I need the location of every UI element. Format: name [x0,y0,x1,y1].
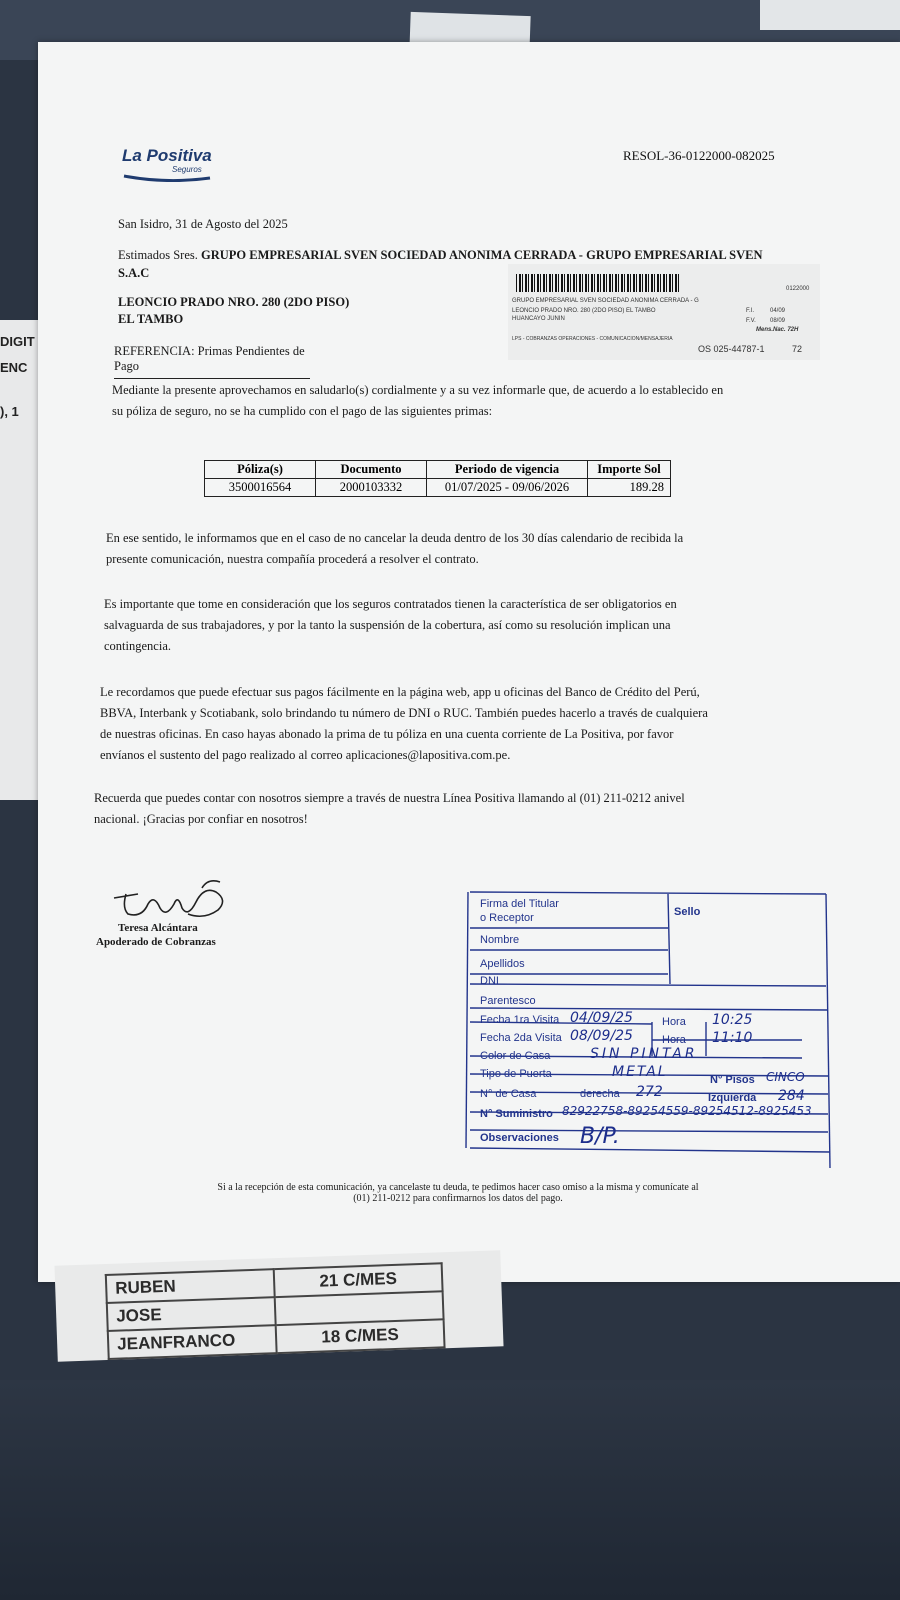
stamp-hora-1: Hora [662,1016,686,1028]
stamp-suministro-value: 82922758-89254559-89254512-8925453 [562,1104,812,1118]
label-os: OS 025-44787-1 [698,344,765,354]
stamp-color: Color de Casa [480,1050,551,1062]
footer-note [138,1182,778,1204]
label-line-3: HUANCAYO JUNIN [512,316,565,322]
policy-table [204,460,671,497]
stamp-hora-2-value: 11:10 [712,1030,753,1046]
paragraph-3-line-2: salvaguarda de sus trabajadores, y por la tanto la suspensión de la cobertura, así como su resolución implican una [104,618,671,632]
stamp-firma: Firma del Titular [480,898,559,910]
paragraph-2-line-1: En ese sentido, le informamos que en el caso de no cancelar la deuda dentro de los 30 días calendario de recibida la [106,531,684,545]
paragraph-3-line-3: contingencia. [104,639,171,653]
stamp-dni: DNI [480,975,499,987]
note-name: JEANFRANCO [108,1325,277,1359]
stamp-receptor: o Receptor [480,912,534,924]
stamp-hora-2: Hora [662,1034,686,1046]
paragraph-5 [94,788,685,830]
table-cell: 2000103332 [316,479,427,497]
stamp-fecha-1-value: 04/09/25 [570,1010,633,1026]
paragraph-1-line-1: Mediante la presente aprovechamos en saludarlo(s) cordialmente y a su vez informarle que, de acuerdo a lo establecido en [112,383,724,397]
table-cell: 3500016564 [205,479,316,497]
paragraph-3 [104,594,677,657]
paragraph-5-line-2: nacional. ¡Gracias por confiar en nosotros! [94,812,308,826]
table-header: Documento [316,461,427,479]
left-label-1: DIGIT [0,334,35,349]
paragraph-4-line-1: Le recordamos que puede efectuar sus pagos fácilmente en la página web, app u oficinas del Banco de Crédito del Perú, [100,685,700,699]
table-header-row [205,461,671,479]
paragraph-4-line-4: envíanos el sustento del pago realizado al correo aplicaciones@lapositiva.com.pe. [100,748,511,762]
stamp-color-value: SIN PINTAR [590,1046,698,1062]
table-row [205,479,671,497]
delivery-stamp [462,886,834,1174]
stamp-derecha-value: 272 [636,1084,663,1100]
stamp-fecha-2-value: 08/09/25 [570,1028,633,1044]
greeting [118,248,763,263]
stamp-pisos: N° Pisos [710,1074,755,1086]
table-header: Periodo de vigencia [427,461,588,479]
stamp-grid [462,886,834,1174]
place-date: San Isidro, 31 de Agosto del 2025 [118,217,288,231]
note-amount: 21 C/MES [274,1263,443,1297]
background-desk [0,1380,900,1600]
signer-title: Apoderado de Cobranzas [96,936,216,948]
table-cell: 01/07/2025 - 09/06/2026 [427,479,588,497]
recipient-suffix: S.A.C [118,266,150,280]
paragraph-4 [100,682,708,766]
stamp-apellidos: Apellidos [480,958,525,970]
resolution-code: RESOL-36-0122000-082025 [623,148,775,163]
greeting-prefix: Estimados Sres. [118,248,198,262]
label-code: 0122000 [786,286,810,292]
label-fi: F.I. [746,308,755,314]
stamp-pisos-value: CINCO [766,1070,805,1084]
stamp-nombre: Nombre [480,934,520,946]
label-fv: F.V. [746,318,756,324]
stamp-fecha-1: Fecha 1ra Visita [480,1014,560,1026]
footer-line-1: Si a la recepción de esta comunicación, ya cancelaste tu deuda, te pedimos hacer caso omiso a la misma y comunícate al [217,1182,699,1193]
stamp-puerta: Tipo de Puerta [480,1068,552,1080]
paragraph-4-line-2: BBVA, Interbank y Scotiabank, solo brindando tu número de DNI o RUC. También puedes hacerlo a través de cualquiera [100,706,708,720]
stamp-puerta-value: METAL [612,1064,668,1080]
recipient-name: GRUPO EMPRESARIAL SVEN SOCIEDAD ANONIMA CERRADA - GRUPO EMPRESARIAL SVEN [200,248,763,262]
background-left-paper [0,320,40,800]
signature-icon [108,874,268,926]
stamp-casa: N° de Casa [480,1088,537,1100]
left-label-3: ), 1 [0,404,19,419]
stamp-izquierda: Izquierda [708,1092,757,1104]
footer-line-2: (01) 211-0212 para confirmarnos los datos del pago. [353,1193,563,1204]
logo-swoosh-icon [122,170,212,182]
stamp-observaciones: Observaciones [480,1132,559,1144]
letter-page [38,42,900,1282]
paragraph-3-line-1: Es importante que tome en consideración que los seguros contratados tienen la característica de ser obligatorios en [104,597,677,611]
stamp-derecha: derecha [580,1088,620,1100]
signer-name: Teresa Alcántara [118,922,198,934]
stamp-fecha-2: Fecha 2da Visita [480,1032,562,1044]
background-paper-corner [760,0,900,30]
paragraph-4-line-3: de nuestras oficinas. En caso hayas abonado la prima de tu póliza en una cuenta corriente de La Positiva, por favor [100,727,674,741]
label-fi-value: 04/09 [770,308,786,314]
label-mens: Mens.Nac. 72H [756,327,799,333]
reference: REFERENCIA: Primas Pendientes de Pago [114,344,310,379]
company-logo-subtitle: Seguros [172,165,202,174]
stamp-suministro: N° Suministro [480,1108,553,1120]
label-line-2: LEONCIO PRADO NRO. 280 (2DO PISO) EL TAMBO [512,308,656,314]
stamp-izquierda-value: 284 [778,1088,805,1104]
stamp-sello: Sello [674,906,701,918]
address-line-1: LEONCIO PRADO NRO. 280 (2DO PISO) [118,295,350,309]
paragraph-2-line-2: presente comunicación, nuestra compañía procederá a resolver el contrato. [106,552,479,566]
table-cell: 189.28 [588,479,671,497]
paragraph-2 [106,528,683,570]
label-fv-value: 08/09 [770,318,786,324]
barcode-icon [516,274,680,292]
note-amount: 18 C/MES [276,1319,445,1353]
paragraph-1 [112,380,723,422]
stamp-hora-1-value: 10:25 [712,1012,753,1028]
stamp-parentesco: Parentesco [480,995,536,1007]
label-line-1: GRUPO EMPRESARIAL SVEN SOCIEDAD ANONIMA CERRADA - G [512,298,699,304]
address-line-2: EL TAMBO [118,312,184,326]
stamp-observaciones-value: B/P. [580,1124,620,1149]
table-header: Póliza(s) [205,461,316,479]
left-label-2: ENC [0,360,28,375]
table-header: Importe Sol [588,461,671,479]
note-name: RUBEN [106,1269,275,1303]
company-logo: La Positiva [122,146,212,165]
paragraph-1-line-2: su póliza de seguro, no se ha cumplido con el pago de las siguientes primas: [112,404,493,418]
note-name: JOSE [107,1297,276,1331]
paragraph-5-line-1: Recuerda que puedes contar con nosotros siempre a través de nuestra Línea Positiva llamando al (01) 211-0212 anivel [94,791,685,805]
label-os-number: 72 [792,344,803,354]
handwritten-note [54,1250,503,1362]
label-small-text: LPS - COBRANZAS OPERACIONES - COMUNICACION/MENSAJERIA [512,336,673,342]
shipping-label [508,264,820,360]
note-table [105,1262,446,1360]
